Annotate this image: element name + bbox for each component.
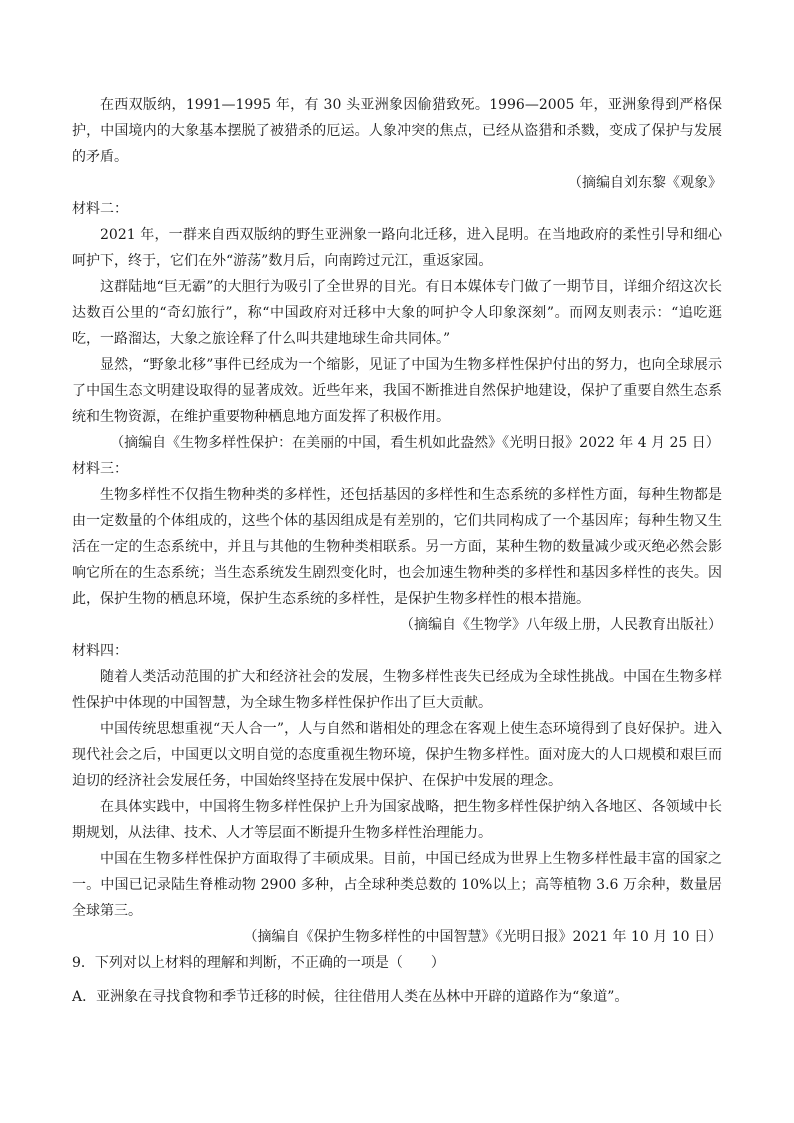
material2-paragraph-3: 显然，“野象北移”事件已经成为一个缩影，见证了中国为生物多样性保护付出的努力，也向全球展示了中国生态文明建设取得的显著成效。近些年来，我国不断推进自然保护地建设，保护了重要自然生态系统和生物资源，在维护重要物种栖息地方面发挥了积极作用。 [72, 357, 722, 425]
material4-paragraph-1: 随着人类活动范围的扩大和经济社会的发展，生物多样性丧失已经成为全球性挑战。中国在生物多样性保护中体现的中国智慧，为全球生物多样性保护作出了巨大贡献。 [72, 669, 722, 711]
material4-paragraph-3: 在具体实践中，中国将生物多样性保护上升为国家战略，把生物多样性保护纳入各地区、各领域中长期规划，从法律、技术、人才等层面不断提升生物多样性治理能力。 [72, 799, 722, 841]
material2-heading: 材料二： [72, 201, 128, 217]
material2-source: （摘编自《生物多样性保护：在美丽的中国，看生机如此盎然》《光明日报》2022 年 4 月 25 日） [110, 435, 720, 451]
material1-source: （摘编自刘东黎《观象》 [568, 175, 722, 191]
material2-paragraph-2: 这群陆地“巨无霸”的大胆行为吸引了全世界的目光。有日本媒体专门做了一期节目，详细介绍这次长达数百公里的“奇幻旅行”，称“中国政府对迁移中大象的呵护令人印象深刻”。而网友则表示：“追吃逛吃，一路溜达，大象之旅诠释了什么叫共建地球生命共同体。” [72, 279, 722, 347]
material4-paragraph-2: 中国传统思想重视“天人合一”，人与自然和谐相处的理念在客观上使生态环境得到了良好保护。进入现代社会之后，中国更以文明自觉的态度重视生物环境，保护生物多样性。面对庞大的人口规模和艰巨而迫切的经济社会发展任务，中国始终坚持在发展中保护、在保护中发展的理念。 [72, 721, 722, 789]
material4-heading: 材料四： [72, 643, 128, 659]
material4-source: （摘编自《保护生物多样性的中国智慧》《光明日报》2021 年 10 月 10 日） [243, 929, 722, 945]
material3-heading: 材料三： [72, 461, 128, 477]
question-9-option-a: A．亚洲象在寻找食物和季节迁移的时候，往往借用人类在丛林中开辟的道路作为“象道”。 [72, 989, 629, 1005]
material3-source: （摘编自《生物学》八年级上册，人民教育出版社） [400, 617, 722, 633]
material2-paragraph-1: 2021 年，一群来自西双版纳的野生亚洲象一路向北迁移，进入昆明。在当地政府的柔性引导和细心呵护下，终于，它们在外“游荡”数月后，向南跨过元江，重返家园。 [72, 227, 722, 269]
material3-paragraph-1: 生物多样性不仅指生物种类的多样性，还包括基因的多样性和生态系统的多样性方面，每种生物都是由一定数量的个体组成的，这些个体的基因组成是有差别的，它们共同构成了一个基因库；每种生物又生活在一定的生态系统中，并且与其他的生物种类相联系。另一方面，某种生物的数量减少或灭绝必然会影响它所在的生态系统；当生态系统发生剧烈变化时，也会加速生物种类的多样性和基因多样性的丧失。因此，保护生物的栖息环境，保护生态系统的多样性，是保护生物多样性的根本措施。 [72, 487, 722, 607]
material4-paragraph-4: 中国在生物多样性保护方面取得了丰硕成果。目前，中国已经成为世界上生物多样性最丰富的国家之一。中国已记录陆生脊椎动物 2900 多种，占全球种类总数的 10%以上；高等植物 3.6 万余种，数量居全球第三。 [72, 851, 722, 919]
document-page [72, 92, 722, 1010]
question-9-stem: 9．下列对以上材料的理解和判断，不正确的一项是（ ） [72, 955, 445, 971]
material1-paragraph-1: 在西双版纳，1991—1995 年，有 30 头亚洲象因偷猎致死。1996—2005 年，亚洲象得到严格保护，中国境内的大象基本摆脱了被猎杀的厄运。人象冲突的焦点，已经从盗猎和杀戮，变成了保护与发展的矛盾。 [72, 97, 722, 165]
